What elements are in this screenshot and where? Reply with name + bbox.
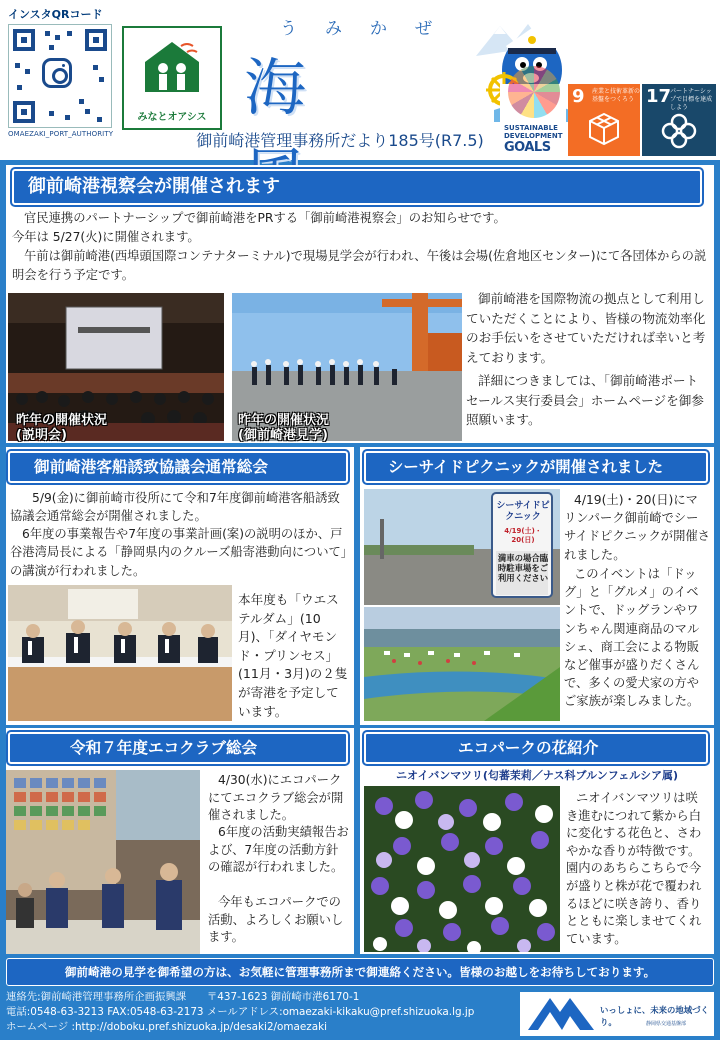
picnic-para1: 4/19(土)・20(日)にマリンパーク御前崎でシーサイドピクニックが開催されました。	[564, 493, 710, 562]
sdg-goal-17-number: 17	[646, 86, 672, 107]
pref-department: 静岡県交通基盤部	[646, 1021, 687, 1027]
sdg-goal-9-caption: 産業と技術革新の基盤をつくろう	[592, 88, 641, 103]
cruise-section	[6, 447, 354, 725]
contact-homepage-link[interactable]: ホームページ :http://doboku.pref.shizuoka.jp/desaki2/omaezaki	[6, 1021, 328, 1033]
ecoclub-para1: 4/30(水)にエコパークにてエコクラブ総会が開催されました。	[208, 773, 344, 823]
picnic-sign-dates: 4/19(土)・20(日)	[504, 527, 542, 544]
flower-para1: ニオイバンマツリは咲き進むにつれて紫から白に変化する花色と、さわやかな香りが特徴です。園内のあちらこちらで今が盛りと株が花で覆われるほどに咲き誇り、香りとともに楽しませてくれています。	[566, 791, 702, 946]
flower-section	[360, 728, 714, 954]
inspection-side-text2: 詳細につきましては、「御前崎港ポートセールス実行委員会」ホームページを御参照願います。	[466, 373, 704, 427]
flower-heading: エコパークの花紹介	[364, 732, 708, 764]
contact-block	[6, 990, 516, 1035]
issue-subtitle: 御前崎港管理事務所だより185号(R7.5)	[196, 131, 484, 150]
sdg-wheel-icon	[508, 66, 560, 118]
house-people-icon	[141, 38, 203, 94]
flower-subheading: ニオイバンマツリ(匂蕃茉莉／ナス科ブルンフェルシア属)	[396, 769, 678, 782]
masthead	[0, 0, 720, 160]
cruise-side-text: 本年度も「ウエステルダム」(10月)、「ダイヤモンド・プリンセス」(11月・3月)の２隻が寄港を予定しています。	[238, 592, 348, 719]
photo-ecoclub-meeting	[6, 770, 200, 954]
photo-caption-port-tour: 昨年の開催状況 (御前崎港見学)	[238, 413, 330, 443]
inspection-para3: 午前は御前崎港(西埠頭国際コンテナターミナル)で現場見学会が行われ、午後は会場(佐倉地区センター)にて各団体からの説明会を行う予定です。	[12, 249, 707, 282]
ecoclub-heading: 令和７年度エコクラブ総会	[8, 732, 348, 764]
oasis-label: みなとオアシス	[137, 112, 207, 123]
cube-icon	[586, 112, 622, 148]
inspection-section	[6, 165, 714, 443]
sdg-text: SUSTAINABLE DEVELOPMENT	[504, 124, 563, 140]
newsletter-title: 海	[244, 51, 371, 124]
picnic-sign-parking: 満車の場合臨時駐車場をご利用ください	[497, 553, 549, 583]
picnic-heading: シーサイドピクニックが開催されました	[364, 451, 708, 483]
title-furigana: うみかぜ	[280, 19, 460, 39]
sdg-goal-17-caption: パートナーシップで目標を達成しよう	[670, 88, 713, 111]
partnership-rings-icon	[660, 112, 698, 150]
sdg-goal-9-number: 9	[572, 86, 585, 107]
sdg-goals-word: GOALS	[504, 140, 551, 155]
ecoclub-section	[6, 728, 354, 954]
inspection-heading: 御前崎港視察会が開催されます	[12, 169, 702, 205]
contact-phone-email[interactable]: 電話:0548-63-3213 FAX:0548-63-2173 メールアドレス:omaezaki-kikaku@pref.shizuoka.lg.jp	[6, 1006, 475, 1018]
contact-address: 連絡先:御前崎港管理事務所企画振興課 〒437-1623 御前崎市港6170-1	[6, 991, 360, 1003]
ecoclub-meeting-image	[6, 770, 200, 954]
sdg-goal-17-tile	[642, 84, 716, 156]
shizuoka-pref-logo	[520, 992, 714, 1036]
picnic-para2: このイベントは「ドッグ」と「グルメ」のイベントで、ドッグランやワンちゃん関連商品のマルシェ、商工会による物販など催事が盛りだくさんで、多くの愛犬家の方やご家族が楽しみました。	[564, 567, 700, 709]
inspection-side-text: 御前崎港を国際物流の拠点として利用していただくことにより、皆様の物流効率化のお手伝いをさせていただければ幸いと考えております。	[466, 291, 706, 365]
pref-slogan: いっしょに、未来の地域づくり。	[600, 1005, 709, 1027]
sdg-goal-9-tile	[568, 84, 640, 156]
cruise-para2: 6年度の事業報告や7年度の事業計画(案)の説明のほか、戸谷港湾局長による「静岡県内のクルーズ船寄港動向について」の講演が行われました。	[10, 527, 347, 578]
inspection-para2: 今年は 5/27(火)に開催されます。	[12, 230, 200, 244]
ecoclub-para3: 今年もエコパークでの活動、よろしくお願いします。	[208, 895, 344, 945]
photo-cruise-meeting	[8, 585, 232, 721]
cruise-para1: 5/9(金)に御前崎市役所にて令和7年度御前崎港客船誘致協議会通常総会が開催されました。	[10, 491, 340, 524]
flower-image	[364, 786, 560, 952]
picnic-sign-label: シーサイドピクニック	[496, 501, 550, 522]
photo-picnic-park	[364, 607, 560, 721]
cruise-meeting-image	[8, 585, 232, 721]
visit-notice-bar: 御前崎港の見学を御希望の方は、お気軽に管理事務所まで御連絡ください。皆様のお越しをお待ちしております。	[6, 958, 714, 986]
photo-flower	[364, 786, 560, 952]
instagram-handle: OMAEZAKI_PORT_AUTHORITY	[8, 130, 114, 138]
instagram-icon	[42, 58, 72, 88]
ecoclub-para2: 6年度の活動実績報告および、7年度の活動方針の確認が行われました。	[208, 825, 349, 875]
minato-oasis-logo	[122, 26, 222, 130]
cruise-heading: 御前崎港客船誘致協議会通常総会	[8, 451, 348, 483]
photo-caption-seminar: 昨年の開催状況 (説明会)	[16, 413, 108, 443]
inspection-para1: 官民連携のパートナーシップで御前崎港をPRする「御前崎港視察会」のお知らせです。	[24, 211, 506, 225]
shizuoka-mark-icon	[524, 994, 598, 1034]
picnic-park-image	[364, 607, 560, 721]
picnic-section	[360, 447, 714, 725]
qr-title: インスタQRコード	[8, 8, 103, 21]
